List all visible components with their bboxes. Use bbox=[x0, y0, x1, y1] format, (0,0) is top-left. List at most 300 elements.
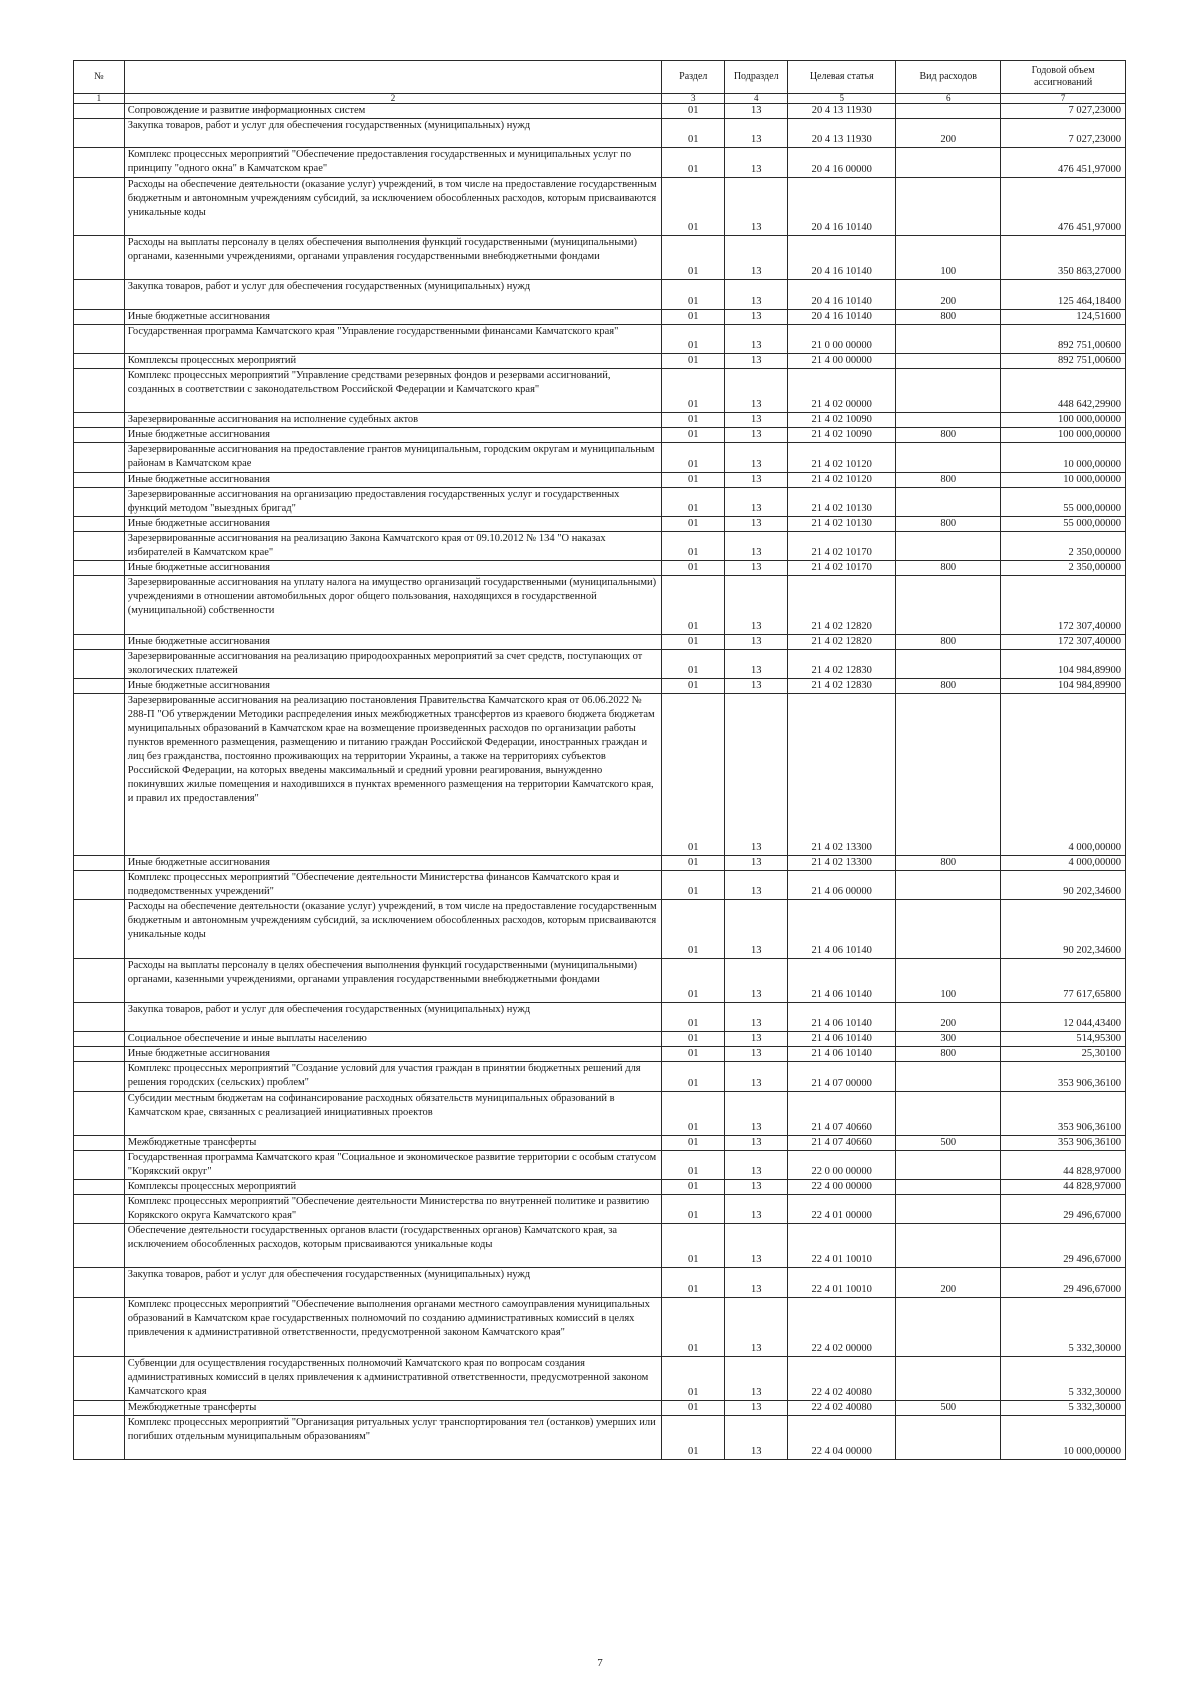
expense-type-cell: 800 bbox=[896, 561, 1001, 576]
table-row bbox=[74, 177, 1126, 236]
expense-name-cell: Иные бюджетные ассигнования bbox=[124, 516, 662, 531]
row-number-cell bbox=[74, 1091, 125, 1135]
table-row bbox=[74, 561, 1126, 576]
expense-name-cell: Расходы на выплаты персоналу в целях обеспечения выполнения функций государственными (муниципальными) органами, казенными учреждениями, органами управления государственными внебюджетными фондами bbox=[124, 958, 662, 1002]
expense-name-cell: Комплекс процессных мероприятий "Управление средствами резервных фондов и резервами ассигнований, созданных в соответствии с законодательством Российской Федерации и Камчатского края" bbox=[124, 369, 662, 413]
table-row bbox=[74, 119, 1126, 148]
section-cell: 01 bbox=[662, 487, 725, 516]
table-row bbox=[74, 236, 1126, 280]
table-row bbox=[74, 104, 1126, 119]
target-article-cell: 22 0 00 00000 bbox=[788, 1150, 896, 1179]
row-number-cell bbox=[74, 280, 125, 309]
expense-name-cell: Обеспечение деятельности государственных органов власти (государственных органов) Камчатского края, за исключением обособленных расходов, которым присваиваются уникальные коды bbox=[124, 1224, 662, 1268]
expense-type-cell: 500 bbox=[896, 1135, 1001, 1150]
target-article-cell: 20 4 13 11930 bbox=[788, 119, 896, 148]
section-cell: 01 bbox=[662, 1415, 725, 1459]
target-article-cell: 20 4 16 10140 bbox=[788, 280, 896, 309]
column-number: 6 bbox=[896, 94, 1001, 104]
row-number-cell bbox=[74, 1195, 125, 1224]
expense-type-cell bbox=[896, 443, 1001, 472]
expense-name-cell: Иные бюджетные ассигнования bbox=[124, 855, 662, 870]
amount-cell: 29 496,67000 bbox=[1001, 1224, 1126, 1268]
subsection-cell: 13 bbox=[725, 1415, 788, 1459]
row-number-cell bbox=[74, 1224, 125, 1268]
table-row bbox=[74, 280, 1126, 309]
header-target-article: Целевая статья bbox=[788, 61, 896, 94]
expense-type-cell: 200 bbox=[896, 280, 1001, 309]
expense-name-cell: Иные бюджетные ассигнования bbox=[124, 679, 662, 694]
expense-name-cell: Иные бюджетные ассигнования bbox=[124, 561, 662, 576]
amount-cell: 448 642,29900 bbox=[1001, 369, 1126, 413]
subsection-cell: 13 bbox=[725, 443, 788, 472]
table-row bbox=[74, 1356, 1126, 1400]
target-article-cell: 21 4 07 40660 bbox=[788, 1135, 896, 1150]
target-article-cell: 21 4 02 13300 bbox=[788, 855, 896, 870]
row-number-cell bbox=[74, 576, 125, 635]
target-article-cell: 21 4 00 00000 bbox=[788, 354, 896, 369]
target-article-cell: 20 4 16 10140 bbox=[788, 177, 896, 236]
target-article-cell: 21 4 02 10130 bbox=[788, 487, 896, 516]
expense-type-cell bbox=[896, 576, 1001, 635]
amount-cell: 29 496,67000 bbox=[1001, 1195, 1126, 1224]
subsection-cell: 13 bbox=[725, 1047, 788, 1062]
subsection-cell: 13 bbox=[725, 1180, 788, 1195]
expense-name-cell: Зарезервированные ассигнования на уплату налога на имущество организаций государственными (муниципальными) учреждениями в отношении автомобильных дорог общего пользования, находящихся в государственной (муниципальной) собственности bbox=[124, 576, 662, 635]
target-article-cell: 22 4 01 10010 bbox=[788, 1268, 896, 1297]
table-row bbox=[74, 855, 1126, 870]
table-row bbox=[74, 900, 1126, 959]
amount-cell: 5 332,30000 bbox=[1001, 1297, 1126, 1356]
amount-cell: 353 906,36100 bbox=[1001, 1091, 1126, 1135]
section-cell: 01 bbox=[662, 1224, 725, 1268]
expense-name-cell: Иные бюджетные ассигнования bbox=[124, 428, 662, 443]
subsection-cell: 13 bbox=[725, 694, 788, 855]
row-number-cell bbox=[74, 650, 125, 679]
section-cell: 01 bbox=[662, 1062, 725, 1091]
subsection-cell: 13 bbox=[725, 531, 788, 560]
section-cell: 01 bbox=[662, 694, 725, 855]
row-number-cell bbox=[74, 1047, 125, 1062]
amount-cell: 10 000,00000 bbox=[1001, 443, 1126, 472]
target-article-cell: 21 4 02 10170 bbox=[788, 561, 896, 576]
amount-cell: 10 000,00000 bbox=[1001, 1415, 1126, 1459]
row-number-cell bbox=[74, 119, 125, 148]
target-article-cell: 20 4 16 10140 bbox=[788, 236, 896, 280]
table-row bbox=[74, 487, 1126, 516]
section-cell: 01 bbox=[662, 1356, 725, 1400]
subsection-cell: 13 bbox=[725, 1224, 788, 1268]
section-cell: 01 bbox=[662, 1091, 725, 1135]
expense-name-cell: Зарезервированные ассигнования на реализацию постановления Правительства Камчатского края от 06.06.2022 № 288-П "Об утверждении Методики распределения иных межбюджетных трансфертов из краевого бюджета бюджетам муниципальных образований в Камчатском крае на возмещение произведенных расходов по организации работы пунктов временного размещения, размещению и питанию граждан Российской Федерации, иностранных граждан и лиц без гражданства, постоянно проживающих на территории Украины, а также на территориях субъектов Российской Федерации, на которых введены максимальный и средний уровни реагирования, вынужденно покинувших жилые помещения и находившихся в пунктах временного размещения на территории Камчатского края, и правил их предоставления" bbox=[124, 694, 662, 855]
expense-name-cell: Иные бюджетные ассигнования bbox=[124, 1047, 662, 1062]
subsection-cell: 13 bbox=[725, 472, 788, 487]
section-cell: 01 bbox=[662, 1032, 725, 1047]
target-article-cell: 20 4 13 11930 bbox=[788, 104, 896, 119]
expense-type-cell: 800 bbox=[896, 855, 1001, 870]
subsection-cell: 13 bbox=[725, 679, 788, 694]
row-number-cell bbox=[74, 413, 125, 428]
amount-cell: 353 906,36100 bbox=[1001, 1062, 1126, 1091]
subsection-cell: 13 bbox=[725, 1400, 788, 1415]
table-row bbox=[74, 472, 1126, 487]
expense-type-cell bbox=[896, 1150, 1001, 1179]
table-row bbox=[74, 1091, 1126, 1135]
subsection-cell: 13 bbox=[725, 516, 788, 531]
target-article-cell: 22 4 02 00000 bbox=[788, 1297, 896, 1356]
amount-cell: 172 307,40000 bbox=[1001, 576, 1126, 635]
expense-name-cell: Комплексы процессных мероприятий bbox=[124, 1180, 662, 1195]
section-cell: 01 bbox=[662, 855, 725, 870]
expense-name-cell: Комплексы процессных мероприятий bbox=[124, 354, 662, 369]
expense-type-cell bbox=[896, 900, 1001, 959]
section-cell: 01 bbox=[662, 369, 725, 413]
row-number-cell bbox=[74, 1356, 125, 1400]
amount-cell: 44 828,97000 bbox=[1001, 1180, 1126, 1195]
amount-cell: 100 000,00000 bbox=[1001, 413, 1126, 428]
target-article-cell: 22 4 01 00000 bbox=[788, 1195, 896, 1224]
expense-type-cell bbox=[896, 870, 1001, 899]
section-cell: 01 bbox=[662, 870, 725, 899]
amount-cell: 104 984,89900 bbox=[1001, 679, 1126, 694]
target-article-cell: 21 4 02 13300 bbox=[788, 694, 896, 855]
target-article-cell: 21 4 02 12820 bbox=[788, 635, 896, 650]
table-body bbox=[74, 104, 1126, 1460]
row-number-cell bbox=[74, 324, 125, 353]
table-row bbox=[74, 1150, 1126, 1179]
subsection-cell: 13 bbox=[725, 487, 788, 516]
expense-name-cell: Комплекс процессных мероприятий "Создание условий для участия граждан в принятии бюджетных решений для решения городских (сельских) проблем" bbox=[124, 1062, 662, 1091]
row-number-cell bbox=[74, 309, 125, 324]
expense-type-cell: 800 bbox=[896, 635, 1001, 650]
expense-type-cell bbox=[896, 324, 1001, 353]
expense-name-cell: Закупка товаров, работ и услуг для обеспечения государственных (муниципальных) нужд bbox=[124, 119, 662, 148]
table-row bbox=[74, 1224, 1126, 1268]
amount-cell: 77 617,65800 bbox=[1001, 958, 1126, 1002]
section-cell: 01 bbox=[662, 1400, 725, 1415]
expense-name-cell: Социальное обеспечение и иные выплаты населению bbox=[124, 1032, 662, 1047]
row-number-cell bbox=[74, 1150, 125, 1179]
section-cell: 01 bbox=[662, 324, 725, 353]
target-article-cell: 21 4 02 12820 bbox=[788, 576, 896, 635]
row-number-cell bbox=[74, 679, 125, 694]
amount-cell: 104 984,89900 bbox=[1001, 650, 1126, 679]
expense-type-cell: 800 bbox=[896, 516, 1001, 531]
expense-name-cell: Иные бюджетные ассигнования bbox=[124, 472, 662, 487]
expense-type-cell bbox=[896, 413, 1001, 428]
target-article-cell: 22 4 02 40080 bbox=[788, 1356, 896, 1400]
amount-cell: 7 027,23000 bbox=[1001, 119, 1126, 148]
table-row bbox=[74, 1268, 1126, 1297]
expense-type-cell: 800 bbox=[896, 309, 1001, 324]
table-row bbox=[74, 1135, 1126, 1150]
amount-cell: 2 350,00000 bbox=[1001, 531, 1126, 560]
target-article-cell: 21 4 02 10120 bbox=[788, 443, 896, 472]
section-cell: 01 bbox=[662, 104, 725, 119]
budget-table bbox=[73, 60, 1126, 1460]
section-cell: 01 bbox=[662, 1150, 725, 1179]
expense-name-cell: Закупка товаров, работ и услуг для обеспечения государственных (муниципальных) нужд bbox=[124, 1002, 662, 1031]
row-number-cell bbox=[74, 236, 125, 280]
section-cell: 01 bbox=[662, 309, 725, 324]
subsection-cell: 13 bbox=[725, 561, 788, 576]
target-article-cell: 21 4 02 10090 bbox=[788, 428, 896, 443]
header-name bbox=[124, 61, 662, 94]
row-number-cell bbox=[74, 1002, 125, 1031]
table-column-numbers-row bbox=[74, 94, 1126, 104]
target-article-cell: 21 4 02 10170 bbox=[788, 531, 896, 560]
subsection-cell: 13 bbox=[725, 324, 788, 353]
section-cell: 01 bbox=[662, 354, 725, 369]
table-row bbox=[74, 531, 1126, 560]
table-header-row bbox=[74, 61, 1126, 94]
header-section: Раздел bbox=[662, 61, 725, 94]
subsection-cell: 13 bbox=[725, 635, 788, 650]
row-number-cell bbox=[74, 369, 125, 413]
section-cell: 01 bbox=[662, 679, 725, 694]
row-number-cell bbox=[74, 177, 125, 236]
subsection-cell: 13 bbox=[725, 1268, 788, 1297]
column-number: 7 bbox=[1001, 94, 1126, 104]
expense-type-cell: 100 bbox=[896, 958, 1001, 1002]
amount-cell: 350 863,27000 bbox=[1001, 236, 1126, 280]
subsection-cell: 13 bbox=[725, 1297, 788, 1356]
amount-cell: 124,51600 bbox=[1001, 309, 1126, 324]
subsection-cell: 13 bbox=[725, 354, 788, 369]
amount-cell: 100 000,00000 bbox=[1001, 428, 1126, 443]
row-number-cell bbox=[74, 104, 125, 119]
target-article-cell: 22 4 02 40080 bbox=[788, 1400, 896, 1415]
amount-cell: 892 751,00600 bbox=[1001, 354, 1126, 369]
target-article-cell: 21 4 02 12830 bbox=[788, 679, 896, 694]
amount-cell: 125 464,18400 bbox=[1001, 280, 1126, 309]
expense-type-cell bbox=[896, 1062, 1001, 1091]
header-expense-type: Вид расходов bbox=[896, 61, 1001, 94]
expense-name-cell: Закупка товаров, работ и услуг для обеспечения государственных (муниципальных) нужд bbox=[124, 280, 662, 309]
target-article-cell: 21 4 02 10090 bbox=[788, 413, 896, 428]
table-row bbox=[74, 576, 1126, 635]
expense-name-cell: Субвенции для осуществления государственных полномочий Камчатского края по вопросам создания административных комиссий в целях привлечения к административной ответственности, предусмотренной законом Камчатского края bbox=[124, 1356, 662, 1400]
column-number: 2 bbox=[124, 94, 662, 104]
row-number-cell bbox=[74, 443, 125, 472]
subsection-cell: 13 bbox=[725, 900, 788, 959]
expense-type-cell bbox=[896, 1224, 1001, 1268]
section-cell: 01 bbox=[662, 1002, 725, 1031]
expense-type-cell: 500 bbox=[896, 1400, 1001, 1415]
table-row bbox=[74, 428, 1126, 443]
section-cell: 01 bbox=[662, 561, 725, 576]
header-subsection: Подраздел bbox=[725, 61, 788, 94]
section-cell: 01 bbox=[662, 428, 725, 443]
expense-name-cell: Иные бюджетные ассигнования bbox=[124, 635, 662, 650]
table-row bbox=[74, 1180, 1126, 1195]
amount-cell: 172 307,40000 bbox=[1001, 635, 1126, 650]
subsection-cell: 13 bbox=[725, 309, 788, 324]
target-article-cell: 22 4 04 00000 bbox=[788, 1415, 896, 1459]
expense-type-cell bbox=[896, 1356, 1001, 1400]
expense-name-cell: Расходы на обеспечение деятельности (оказание услуг) учреждений, в том числе на предоставление государственным бюджетным и автономным учреждениям субсидий, за исключением обособленных расходов, которым присваиваются уникальные коды bbox=[124, 177, 662, 236]
row-number-cell bbox=[74, 531, 125, 560]
expense-name-cell: Субсидии местным бюджетам на софинансирование расходных обязательств муниципальных образований в Камчатском крае, связанных с реализацией инициативных проектов bbox=[124, 1091, 662, 1135]
expense-type-cell bbox=[896, 1415, 1001, 1459]
target-article-cell: 21 4 07 40660 bbox=[788, 1091, 896, 1135]
expense-type-cell: 800 bbox=[896, 472, 1001, 487]
section-cell: 01 bbox=[662, 1297, 725, 1356]
row-number-cell bbox=[74, 1400, 125, 1415]
page-number: 7 bbox=[597, 1657, 603, 1669]
section-cell: 01 bbox=[662, 236, 725, 280]
expense-type-cell bbox=[896, 531, 1001, 560]
table-row bbox=[74, 650, 1126, 679]
section-cell: 01 bbox=[662, 280, 725, 309]
section-cell: 01 bbox=[662, 1195, 725, 1224]
table-row bbox=[74, 1400, 1126, 1415]
subsection-cell: 13 bbox=[725, 1032, 788, 1047]
section-cell: 01 bbox=[662, 516, 725, 531]
amount-cell: 55 000,00000 bbox=[1001, 487, 1126, 516]
table-row bbox=[74, 413, 1126, 428]
row-number-cell bbox=[74, 472, 125, 487]
subsection-cell: 13 bbox=[725, 958, 788, 1002]
expense-type-cell bbox=[896, 177, 1001, 236]
row-number-cell bbox=[74, 487, 125, 516]
subsection-cell: 13 bbox=[725, 428, 788, 443]
table-row bbox=[74, 1062, 1126, 1091]
column-number: 3 bbox=[662, 94, 725, 104]
row-number-cell bbox=[74, 561, 125, 576]
subsection-cell: 13 bbox=[725, 1150, 788, 1179]
row-number-cell bbox=[74, 1135, 125, 1150]
section-cell: 01 bbox=[662, 650, 725, 679]
amount-cell: 29 496,67000 bbox=[1001, 1268, 1126, 1297]
row-number-cell bbox=[74, 870, 125, 899]
expense-name-cell: Зарезервированные ассигнования на реализацию природоохранных мероприятий за счет средств, поступающих от экологических платежей bbox=[124, 650, 662, 679]
row-number-cell bbox=[74, 1032, 125, 1047]
expense-name-cell: Расходы на обеспечение деятельности (оказание услуг) учреждений, в том числе на предоставление государственным бюджетным и автономным учреждениям субсидий, за исключением обособленных расходов, которым присваиваются уникальные коды bbox=[124, 900, 662, 959]
expense-type-cell: 800 bbox=[896, 428, 1001, 443]
column-number: 4 bbox=[725, 94, 788, 104]
expense-name-cell: Межбюджетные трансферты bbox=[124, 1400, 662, 1415]
subsection-cell: 13 bbox=[725, 236, 788, 280]
amount-cell: 4 000,00000 bbox=[1001, 694, 1126, 855]
amount-cell: 55 000,00000 bbox=[1001, 516, 1126, 531]
table-row bbox=[74, 694, 1126, 855]
row-number-cell bbox=[74, 694, 125, 855]
amount-cell: 4 000,00000 bbox=[1001, 855, 1126, 870]
subsection-cell: 13 bbox=[725, 104, 788, 119]
row-number-cell bbox=[74, 516, 125, 531]
target-article-cell: 21 4 02 10120 bbox=[788, 472, 896, 487]
expense-type-cell bbox=[896, 487, 1001, 516]
section-cell: 01 bbox=[662, 1135, 725, 1150]
expense-type-cell bbox=[896, 104, 1001, 119]
expense-type-cell: 200 bbox=[896, 1002, 1001, 1031]
section-cell: 01 bbox=[662, 177, 725, 236]
section-cell: 01 bbox=[662, 148, 725, 177]
target-article-cell: 21 4 06 10140 bbox=[788, 1032, 896, 1047]
expense-name-cell: Комплекс процессных мероприятий "Организация ритуальных услуг транспортирования тел (останков) умерших или погибших отдельным муниципальным образованиям" bbox=[124, 1415, 662, 1459]
subsection-cell: 13 bbox=[725, 1062, 788, 1091]
amount-cell: 25,30100 bbox=[1001, 1047, 1126, 1062]
expense-type-cell: 200 bbox=[896, 1268, 1001, 1297]
table-row bbox=[74, 369, 1126, 413]
subsection-cell: 13 bbox=[725, 1002, 788, 1031]
section-cell: 01 bbox=[662, 900, 725, 959]
subsection-cell: 13 bbox=[725, 148, 788, 177]
expense-type-cell: 100 bbox=[896, 236, 1001, 280]
row-number-cell bbox=[74, 635, 125, 650]
expense-name-cell: Государственная программа Камчатского края "Управление государственными финансами Камчатского края" bbox=[124, 324, 662, 353]
row-number-cell bbox=[74, 354, 125, 369]
subsection-cell: 13 bbox=[725, 280, 788, 309]
amount-cell: 514,95300 bbox=[1001, 1032, 1126, 1047]
subsection-cell: 13 bbox=[725, 1356, 788, 1400]
section-cell: 01 bbox=[662, 1047, 725, 1062]
expense-type-cell bbox=[896, 1195, 1001, 1224]
subsection-cell: 13 bbox=[725, 1091, 788, 1135]
expense-name-cell: Комплекс процессных мероприятий "Обеспечение выполнения органами местного самоуправления муниципальных образований в Камчатском крае государственных полномочий по созданию административных комиссий в целях привлечения к административной ответственности, предусмотренной законом Камчатского края" bbox=[124, 1297, 662, 1356]
subsection-cell: 13 bbox=[725, 650, 788, 679]
target-article-cell: 21 4 06 10140 bbox=[788, 900, 896, 959]
table-row bbox=[74, 679, 1126, 694]
row-number-cell bbox=[74, 148, 125, 177]
target-article-cell: 21 4 02 00000 bbox=[788, 369, 896, 413]
section-cell: 01 bbox=[662, 958, 725, 1002]
table-row bbox=[74, 958, 1126, 1002]
subsection-cell: 13 bbox=[725, 369, 788, 413]
row-number-cell bbox=[74, 958, 125, 1002]
subsection-cell: 13 bbox=[725, 870, 788, 899]
section-cell: 01 bbox=[662, 1268, 725, 1297]
row-number-cell bbox=[74, 1062, 125, 1091]
subsection-cell: 13 bbox=[725, 119, 788, 148]
amount-cell: 90 202,34600 bbox=[1001, 900, 1126, 959]
expense-name-cell: Расходы на выплаты персоналу в целях обеспечения выполнения функций государственными (муниципальными) органами, казенными учреждениями, органами управления государственными внебюджетными фондами bbox=[124, 236, 662, 280]
section-cell: 01 bbox=[662, 472, 725, 487]
expense-name-cell: Сопровождение и развитие информационных систем bbox=[124, 104, 662, 119]
amount-cell: 7 027,23000 bbox=[1001, 104, 1126, 119]
subsection-cell: 13 bbox=[725, 576, 788, 635]
amount-cell: 12 044,43400 bbox=[1001, 1002, 1126, 1031]
expense-name-cell: Государственная программа Камчатского края "Социальное и экономическое развитие территории с особым статусом "Корякский округ" bbox=[124, 1150, 662, 1179]
expense-name-cell: Зарезервированные ассигнования на исполнение судебных актов bbox=[124, 413, 662, 428]
amount-cell: 353 906,36100 bbox=[1001, 1135, 1126, 1150]
expense-name-cell: Комплекс процессных мероприятий "Обеспечение предоставления государственных и муниципальных услуг по принципу "одного окна" в Камчатском крае" bbox=[124, 148, 662, 177]
target-article-cell: 21 4 07 00000 bbox=[788, 1062, 896, 1091]
amount-cell: 10 000,00000 bbox=[1001, 472, 1126, 487]
expense-name-cell: Иные бюджетные ассигнования bbox=[124, 309, 662, 324]
row-number-cell bbox=[74, 1415, 125, 1459]
section-cell: 01 bbox=[662, 119, 725, 148]
target-article-cell: 21 4 02 12830 bbox=[788, 650, 896, 679]
target-article-cell: 21 0 00 00000 bbox=[788, 324, 896, 353]
target-article-cell: 21 4 06 10140 bbox=[788, 958, 896, 1002]
expense-type-cell bbox=[896, 369, 1001, 413]
table-row bbox=[74, 443, 1126, 472]
expense-name-cell: Зарезервированные ассигнования на реализацию Закона Камчатского края от 09.10.2012 № 134 "О наказах избирателей в Камчатском крае" bbox=[124, 531, 662, 560]
table-row bbox=[74, 309, 1126, 324]
expense-name-cell: Зарезервированные ассигнования на организацию предоставления государственных услуг и государственных функций методом "выездных бригад" bbox=[124, 487, 662, 516]
table-row bbox=[74, 148, 1126, 177]
table-row bbox=[74, 1032, 1126, 1047]
amount-cell: 5 332,30000 bbox=[1001, 1356, 1126, 1400]
amount-cell: 90 202,34600 bbox=[1001, 870, 1126, 899]
row-number-cell bbox=[74, 1297, 125, 1356]
amount-cell: 476 451,97000 bbox=[1001, 177, 1126, 236]
expense-name-cell: Межбюджетные трансферты bbox=[124, 1135, 662, 1150]
expense-type-cell bbox=[896, 694, 1001, 855]
amount-cell: 2 350,00000 bbox=[1001, 561, 1126, 576]
section-cell: 01 bbox=[662, 635, 725, 650]
